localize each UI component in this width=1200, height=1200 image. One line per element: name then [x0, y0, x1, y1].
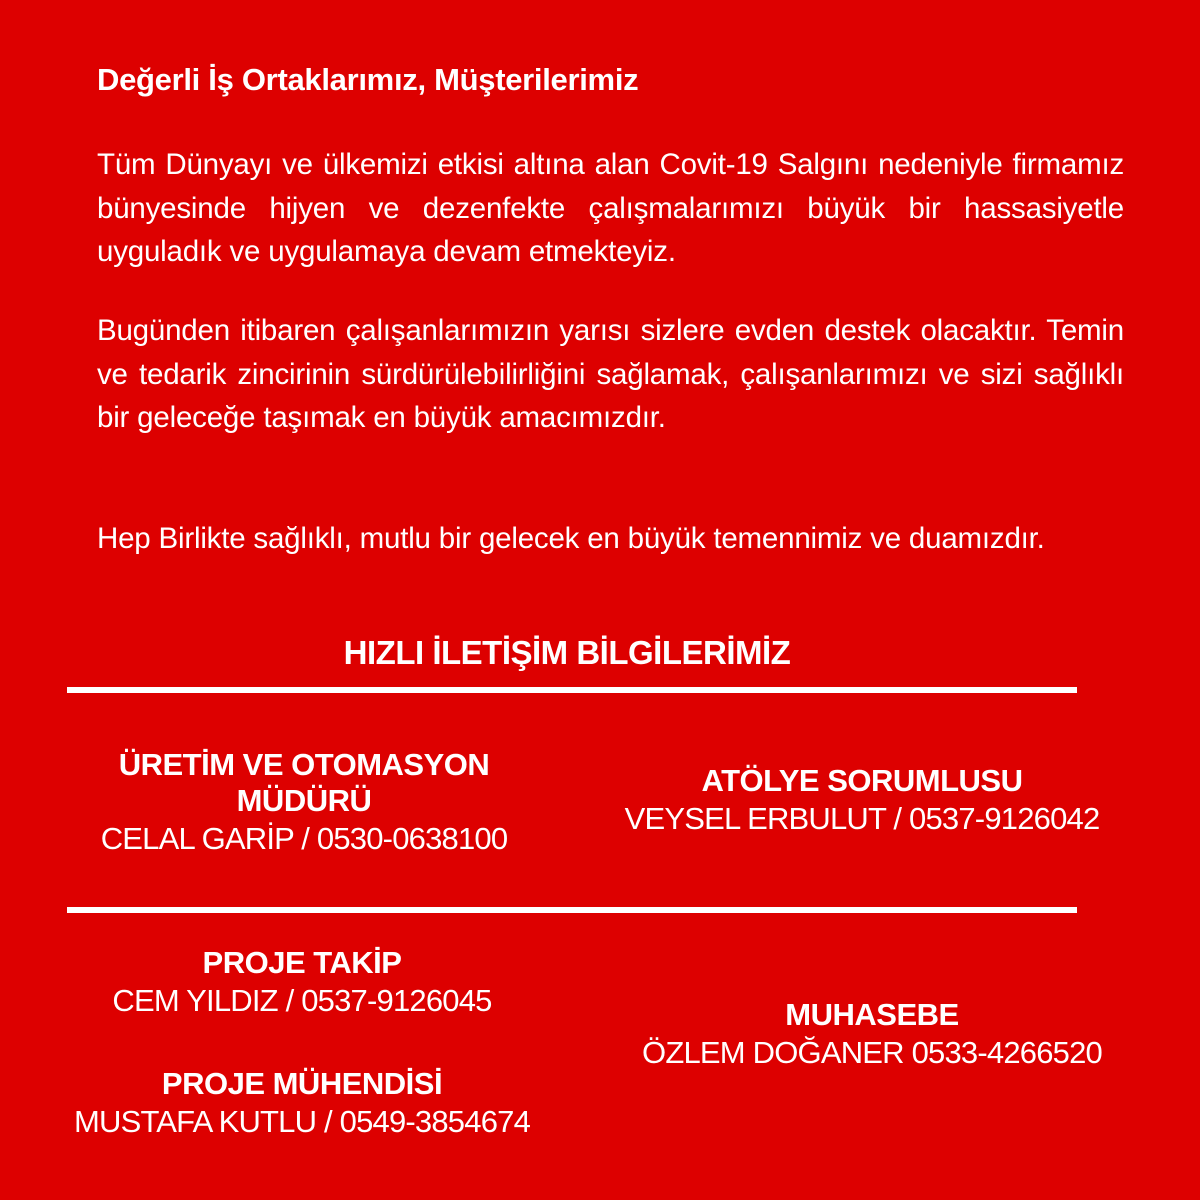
paragraph-wishes: Hep Birlikte sağlıklı, mutlu bir gelecek en büyük temennimiz ve duamızdır. — [97, 522, 1045, 555]
contact-workshop-supervisor — [606, 763, 1118, 839]
contact-accounting — [616, 997, 1128, 1073]
contact-section-title: HIZLI İLETİŞİM BİLGİLERİMİZ — [343, 634, 791, 671]
contact-role: ÜRETİM VE OTOMASYON — [118, 747, 490, 782]
contact-person: ÖZLEM DOĞANER 0533-4266520 — [642, 1035, 1102, 1070]
contact-project-tracking — [52, 945, 552, 1021]
contact-production-manager — [54, 747, 554, 859]
contact-role: MUHASEBE — [785, 997, 959, 1032]
contact-role: ATÖLYE SORUMLUSU — [701, 763, 1023, 798]
contact-role: PROJE TAKİP — [202, 945, 402, 980]
contact-person: CEM YILDIZ / 0537-9126045 — [112, 983, 492, 1018]
contact-role: MÜDÜRÜ — [236, 783, 372, 818]
contact-role: PROJE MÜHENDİSİ — [161, 1066, 443, 1101]
divider-top — [67, 687, 1077, 693]
paragraph-hygiene: Tüm Dünyayı ve ülkemizi etkisi altına alan Covit-19 Salgını nedeniyle firmamız bünyesinde hijyen ve dezenfekte çalışmalarımızı büyük bir hassasiyetle uyguladık ve uygulamaya devam etmekteyiz. — [97, 148, 1124, 268]
divider-middle — [67, 907, 1077, 913]
paragraph-remote-work: Bugünden itibaren çalışanlarımızın yarısı sizlere evden destek olacaktır. Temin ve tedarik zincirinin sürdürülebilirliğini sağlamak, çalışanlarımızı ve sizi sağlıklı bir geleceğe taşımak en büyük amacımızdır. — [97, 314, 1124, 434]
contact-person: VEYSEL ERBULUT / 0537-9126042 — [624, 801, 1100, 836]
contact-project-engineer — [52, 1066, 552, 1142]
contact-person: MUSTAFA KUTLU / 0549-3854674 — [73, 1104, 531, 1139]
greeting-heading: Değerli İş Ortaklarımız, Müşterilerimiz — [97, 62, 639, 97]
contact-person: CELAL GARİP / 0530-0638100 — [100, 821, 508, 856]
